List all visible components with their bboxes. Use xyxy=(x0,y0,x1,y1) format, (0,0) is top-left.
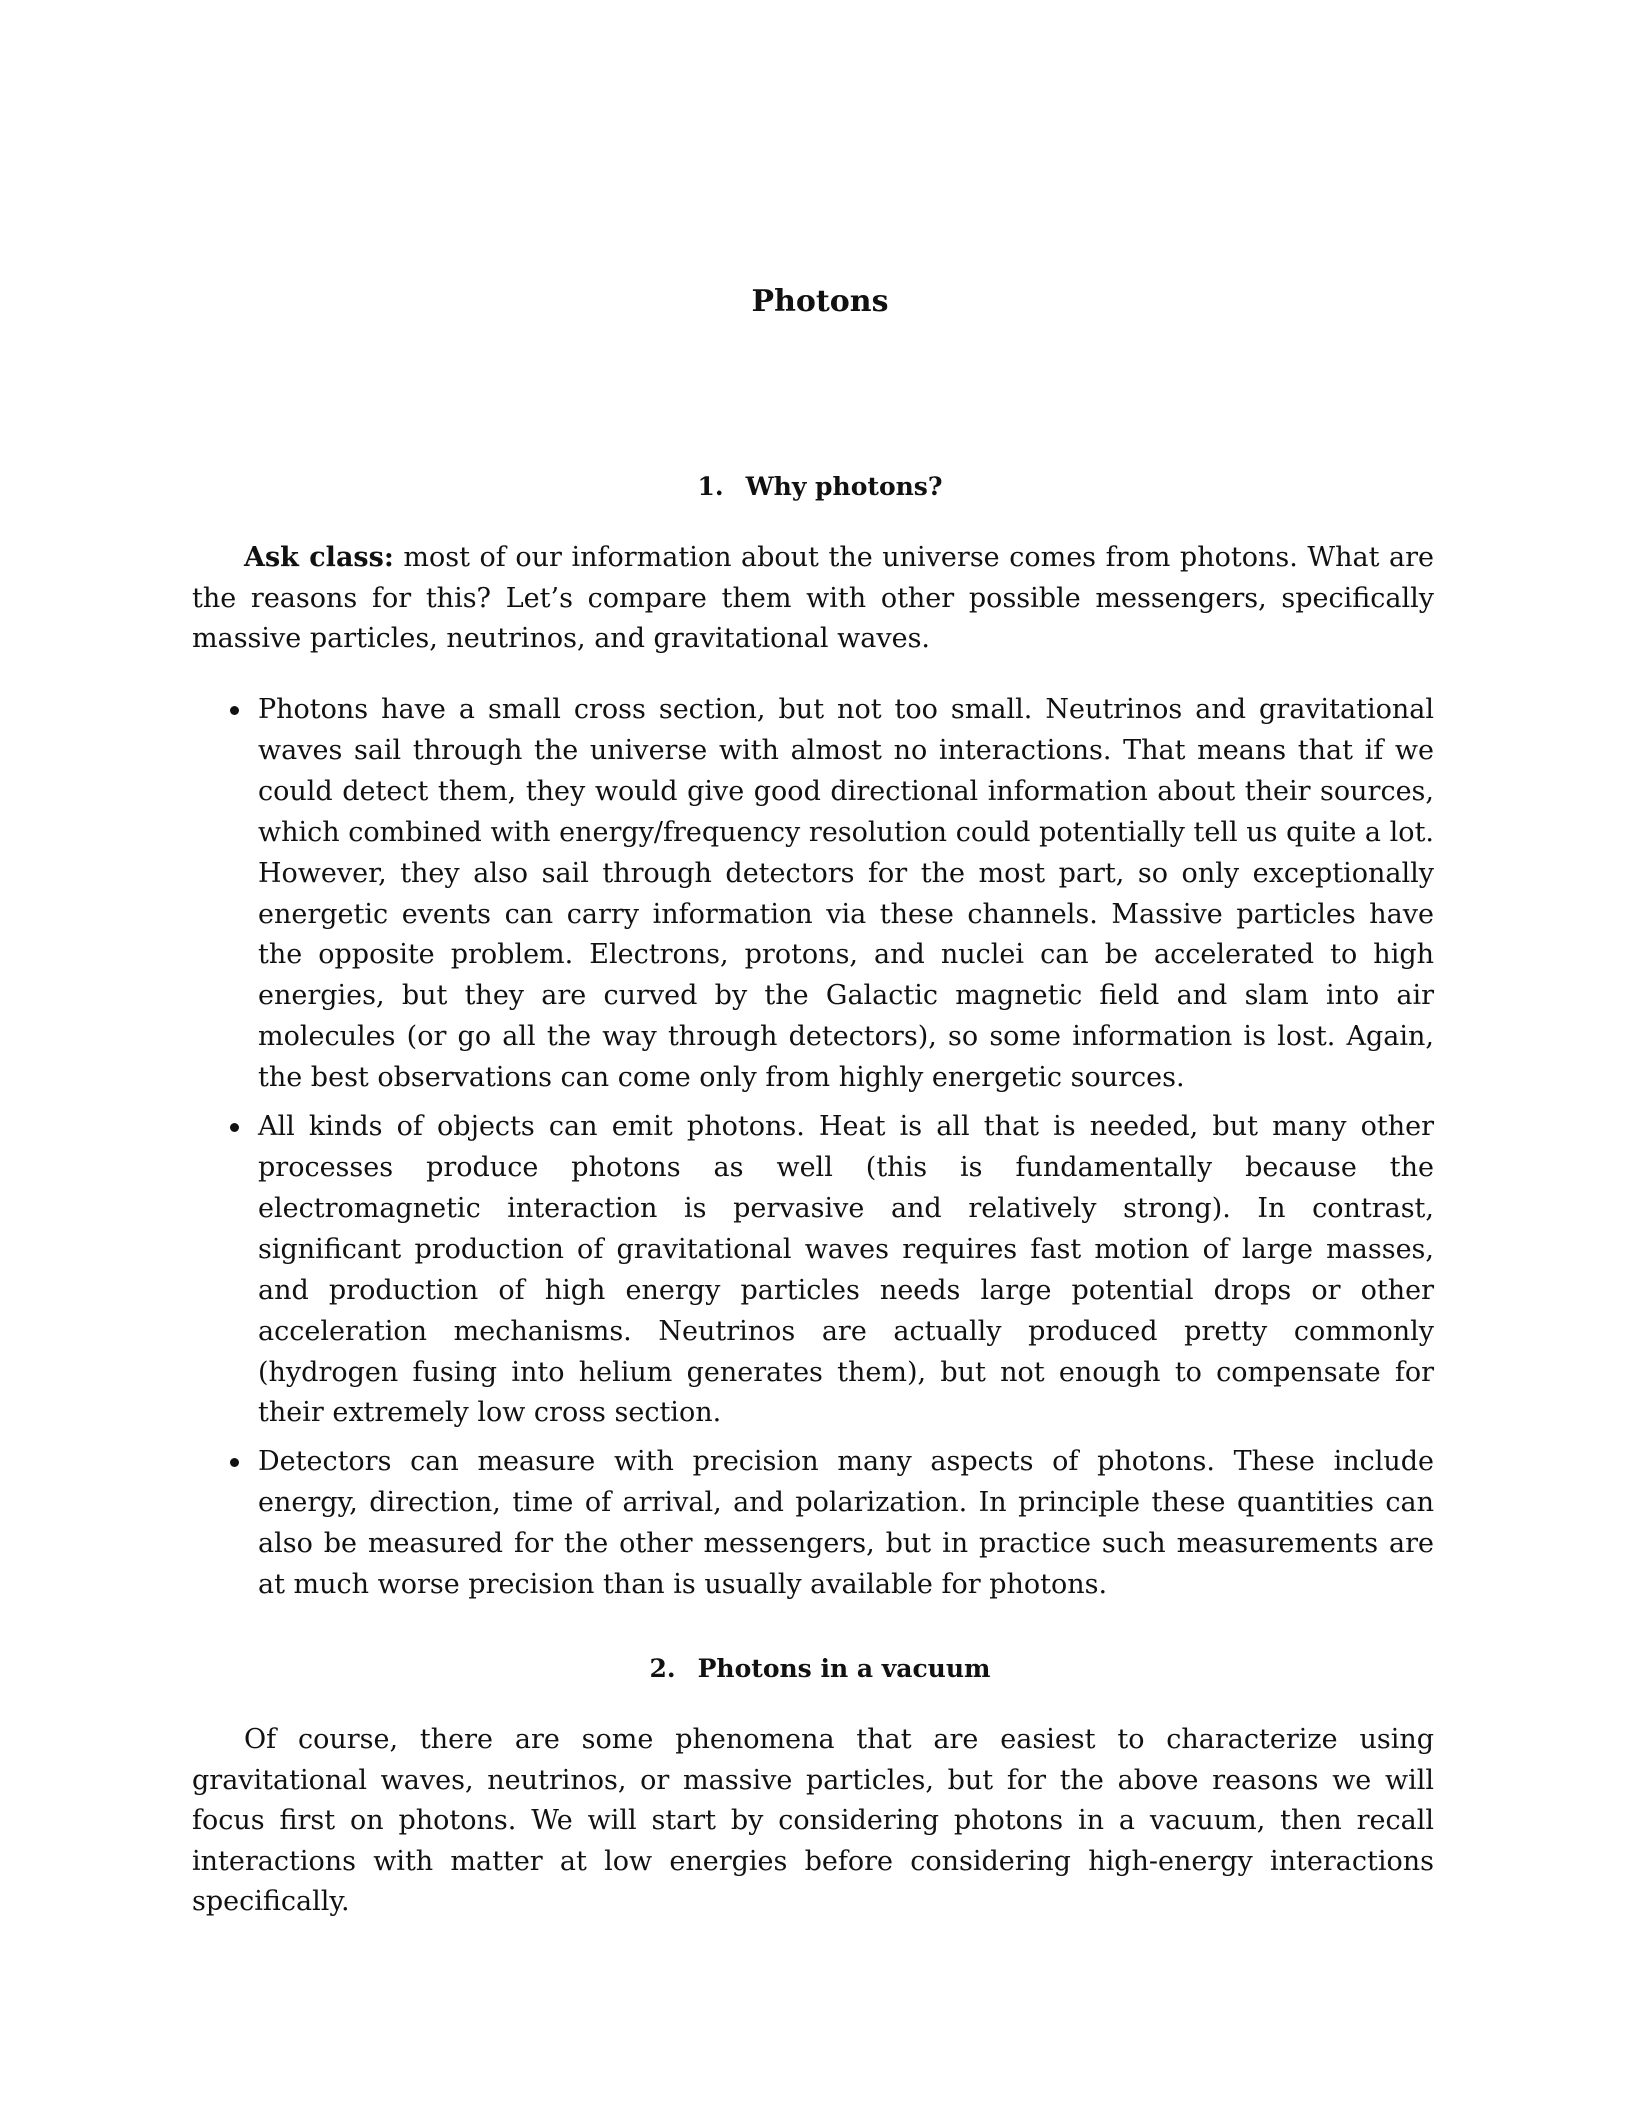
body-paragraph: Of course, there are some phenomena that are easiest to characterize using gravitational waves, neutrinos, or massive particles, but for the above reasons we will focus first on photons. We will start by considering photons in a vacuum, then recall interactions with matter at low energies before considering high-energy interactions specifically. xyxy=(192,1724,1434,1917)
section-heading-photons-in-vacuum xyxy=(0,1652,1640,1686)
bullet-icon xyxy=(230,706,239,715)
bullet-icon xyxy=(230,1123,239,1132)
intro-lead: Ask class: xyxy=(244,542,394,573)
list-item-text: Detectors can measure with precision many aspects of photons. These include energy, direction, time of arrival, and polarization. In principle these quantities can also be measured for the other messengers, but in practice such measurements are at much worse precision than is usually available for photons. xyxy=(258,1446,1434,1601)
section-title: Photons in a vacuum xyxy=(697,1654,991,1683)
list-item xyxy=(192,1107,1434,1434)
list-item xyxy=(192,1442,1434,1606)
section-number: 2. xyxy=(649,1654,676,1683)
document-title: Photons xyxy=(751,284,889,319)
list-item-text: Photons have a small cross section, but not too small. Neutrinos and gravitational waves sail through the universe with almost no interactions. That means that if we could detect them, they would give good directional information about their sources, which combined with energy/frequency resolution could potentially tell us quite a lot. However, they also sail through detectors for the most part, so only exceptionally energetic events can carry information via these channels. Massive particles have the opposite problem. Electrons, protons, and nuclei can be accelerated to high energies, but they are curved by the Galactic magnetic field and slam into air molecules (or go all the way through detectors), so some information is lost. Again, the best observations can come only from highly energetic sources. xyxy=(258,694,1434,1094)
bullet-icon xyxy=(230,1458,239,1467)
list-item xyxy=(192,690,1434,1099)
section-title: Why photons? xyxy=(745,472,943,501)
list-item-text: All kinds of objects can emit photons. Heat is all that is needed, but many other processes produce photons as well (this is fundamentally because the electromagnetic interaction is pervasive and relatively strong). In contrast, significant production of gravitational waves requires fast motion of large masses, and production of high energy particles needs large potential drops or other acceleration mechanisms. Neutrinos are actually produced pretty commonly (hydrogen fusing into helium generates them), but not enough to compensate for their extremely low cross section. xyxy=(258,1111,1434,1429)
section-heading-why-photons xyxy=(0,470,1640,504)
section-number: 1. xyxy=(697,472,724,501)
intro-text: most of our information about the universe comes from photons. What are the reasons for this? Let’s compare them with other possible messengers, specifically massive particles, neutrinos, and gravitational waves. xyxy=(192,542,1434,654)
reasons-list xyxy=(192,690,1434,1614)
intro-paragraph xyxy=(192,538,1434,660)
